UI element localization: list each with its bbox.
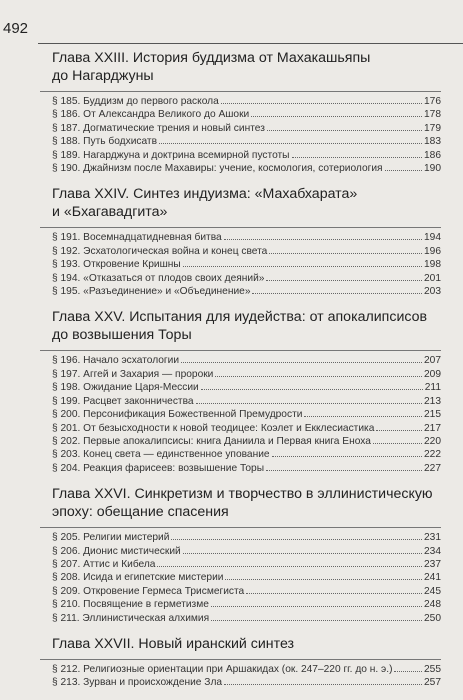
toc-entry[interactable] — [40, 435, 441, 448]
toc-entry-page: 250 — [424, 612, 441, 624]
toc-entry[interactable] — [40, 135, 441, 148]
toc-entry-title: § 190. Джайнизм после Махавиры: учение, космология, сотериология — [52, 163, 383, 175]
dot-leader — [385, 162, 422, 171]
toc-entry[interactable] — [40, 258, 441, 271]
toc-entry-page: 203 — [424, 286, 441, 298]
dot-leader — [159, 135, 422, 144]
toc-entry-title: § 200. Персонификация Божественной Премудрости — [52, 409, 303, 421]
dot-leader — [224, 676, 422, 685]
chapter-title — [40, 185, 441, 221]
toc-entry-page: 198 — [424, 259, 441, 271]
toc-entry[interactable] — [40, 422, 441, 435]
page-number: 492 — [3, 20, 29, 37]
dot-leader — [183, 545, 422, 554]
dot-leader — [201, 381, 423, 390]
toc-entry-page: 248 — [424, 599, 441, 611]
toc-entry[interactable] — [40, 108, 441, 121]
dot-leader — [269, 245, 422, 254]
toc-entry-page: 201 — [424, 272, 441, 284]
chapter-section — [40, 308, 441, 475]
toc-entry-title: § 204. Реакция фарисеев: возвышение Торы — [52, 462, 265, 474]
toc-entry[interactable] — [40, 381, 441, 394]
toc-entry-title: § 192. Эсхатологическая война и конец света — [52, 245, 268, 257]
dot-leader — [292, 149, 422, 158]
chapter-gap — [40, 475, 441, 485]
toc-entry[interactable] — [40, 285, 441, 298]
chapter-gap — [40, 298, 441, 308]
toc-entry-title: § 205. Религии мистерий — [52, 532, 170, 544]
dot-leader — [171, 531, 422, 540]
toc-entry-title: § 209. Откровение Гермеса Трисмегиста — [52, 585, 245, 597]
toc-entry-page: 255 — [424, 663, 441, 675]
toc-entry[interactable] — [40, 531, 441, 544]
toc-entry[interactable] — [40, 571, 441, 584]
toc-entry-page: 178 — [424, 109, 441, 121]
toc-entry-page: 231 — [424, 532, 441, 544]
toc-entry[interactable] — [40, 245, 441, 258]
toc-entry-title: § 195. «Разъединение» и «Объединение» — [52, 286, 251, 298]
toc-entry-page: 237 — [424, 558, 441, 570]
chapter-title — [40, 635, 441, 653]
dot-leader — [251, 108, 422, 117]
dot-leader — [252, 285, 422, 294]
toc-entry-title: § 206. Дионис мистический — [52, 545, 181, 557]
toc-entry[interactable] — [40, 408, 441, 421]
toc-entry-page: 215 — [424, 409, 441, 421]
chapter-title-line: Глава XXIV. Синтез индуизма: «Махабхарата» — [52, 186, 358, 203]
dot-leader — [196, 395, 422, 404]
dot-leader — [272, 448, 422, 457]
chapter-section — [40, 185, 441, 298]
toc-entry[interactable] — [40, 448, 441, 461]
chapter-title-line: эпоху: обещание спасения — [52, 504, 229, 521]
toc-entry-title: § 188. Путь бодхисатв — [52, 136, 157, 148]
chapter-title — [40, 308, 441, 344]
chapter-title-line: Глава XXVII. Новый иранский синтез — [52, 635, 295, 652]
chapter-section — [40, 635, 441, 690]
chapter-section — [40, 49, 441, 175]
chapter-rule — [40, 227, 441, 228]
toc-entry-title: § 208. Исида и египетские мистерии — [52, 572, 224, 584]
toc-entry-page: 217 — [424, 422, 441, 434]
toc-entry[interactable] — [40, 598, 441, 611]
toc-entry[interactable] — [40, 663, 441, 676]
toc-entry[interactable] — [40, 368, 441, 381]
dot-leader — [373, 435, 422, 444]
toc-entry[interactable] — [40, 272, 441, 285]
toc-entry-page: 179 — [424, 122, 441, 134]
chapter-title-line: Глава XXVI. Синкретизм и творчество в эллинистическую — [52, 486, 433, 503]
header-rule — [38, 43, 463, 44]
toc-entry-title: § 201. От безысходности к новой теодицее: Коэлет и Екклесиастика — [52, 422, 375, 434]
toc-entry-page: 194 — [424, 232, 441, 244]
chapter-title-line: и «Бхагавадгита» — [52, 204, 168, 221]
dot-leader — [211, 598, 422, 607]
chapter-gap — [40, 175, 441, 185]
chapter-title-line: Глава XXV. Испытания для иудейства: от апокалипсисов — [52, 309, 428, 326]
toc-entry-title: § 203. Конец света — единственное упование — [52, 449, 270, 461]
toc-entry-page: 196 — [424, 245, 441, 257]
dot-leader — [224, 231, 422, 240]
chapter-title-line: до Нагарджуны — [52, 68, 154, 84]
toc-entry[interactable] — [40, 462, 441, 475]
toc-entry-title: § 189. Нагарджуна и доктрина всемирной пустоты — [52, 149, 290, 161]
toc-entry[interactable] — [40, 354, 441, 367]
chapter-title — [40, 485, 441, 521]
dot-leader — [157, 558, 422, 567]
toc-entry-page: 186 — [424, 149, 441, 161]
chapter-gap — [40, 625, 441, 635]
toc-entry-title: § 187. Догматические трения и новый синтез — [52, 122, 265, 134]
chapter-section — [40, 485, 441, 625]
dot-leader — [266, 462, 422, 471]
dot-leader — [221, 95, 422, 104]
toc-entry[interactable] — [40, 149, 441, 162]
dot-leader — [215, 368, 422, 377]
dot-leader — [183, 258, 422, 267]
toc-entry-title: § 202. Первые апокалипсисы: книга Даниила и Первая книга Еноха — [52, 435, 371, 447]
toc-entry-page: 220 — [424, 435, 441, 447]
dot-leader — [246, 585, 422, 594]
toc-entry-title: § 198. Ожидание Царя-Мессии — [52, 382, 199, 394]
toc-entry[interactable] — [40, 95, 441, 108]
toc-entry-title: § 185. Буддизм до первого раскола — [52, 96, 219, 107]
toc-entry-page: 227 — [424, 462, 441, 474]
toc-entry[interactable] — [40, 231, 441, 244]
chapter-title-line: до возвышения Торы — [52, 327, 192, 344]
dot-leader — [211, 612, 422, 621]
toc-entry-title: § 212. Религиозные ориентации при Аршакидах (ок. 247–220 гг. до н. э.) — [52, 663, 393, 675]
chapter-title-line: Глава XXIII. История буддизма от Махакашьяпы — [52, 50, 371, 66]
toc-entry-title: § 210. Посвящение в герметизме — [52, 599, 209, 611]
toc-entry-title: § 213. Зурван и происхождение Зла — [52, 677, 223, 689]
toc-entry-page: 211 — [424, 382, 441, 394]
toc-entry[interactable] — [40, 162, 441, 175]
dot-leader — [225, 571, 422, 580]
toc-entry[interactable] — [40, 676, 441, 689]
toc-entry-page: 213 — [424, 395, 441, 407]
toc-entry-title: § 186. От Александра Великого до Ашоки — [52, 109, 250, 121]
toc-entry-page: 257 — [424, 677, 441, 689]
toc-entry-page: 245 — [424, 585, 441, 597]
toc-entry-page: 190 — [424, 163, 441, 175]
toc-entry[interactable] — [40, 122, 441, 135]
toc-entry[interactable] — [40, 612, 441, 625]
chapter-rule — [40, 350, 441, 351]
toc-entry[interactable] — [40, 395, 441, 408]
dot-leader — [181, 354, 422, 363]
toc-entry-title: § 207. Аттис и Кибела — [52, 558, 156, 570]
toc-entry-page: 222 — [424, 449, 441, 461]
toc-entry-title: § 194. «Отказаться от плодов своих деяний» — [52, 272, 265, 284]
toc-entry-title: § 196. Начало эсхатологии — [52, 355, 180, 367]
toc-entry[interactable] — [40, 558, 441, 571]
toc-entry-page: 207 — [424, 355, 441, 367]
toc-entry-page: 176 — [424, 96, 441, 107]
dot-leader — [304, 408, 422, 417]
toc-entry-page: 241 — [424, 572, 441, 584]
toc-entry-title: § 199. Расцвет законничества — [52, 395, 194, 407]
toc-entry-page: 234 — [424, 545, 441, 557]
toc-entry-page: 209 — [424, 368, 441, 380]
dot-leader — [376, 422, 422, 431]
dot-leader — [267, 122, 422, 131]
toc-entry-title: § 197. Аггей и Захария — пророки — [52, 368, 214, 380]
chapter-rule — [40, 527, 441, 528]
toc-entry-title: § 191. Восемнадцатидневная битва — [52, 232, 222, 244]
toc-entry[interactable] — [40, 545, 441, 558]
table-of-contents — [40, 49, 441, 690]
dot-leader — [266, 272, 422, 281]
toc-entry-page: 183 — [424, 136, 441, 148]
chapter-rule — [40, 91, 441, 92]
toc-entry-title: § 193. Откровение Кришны — [52, 259, 181, 271]
dot-leader — [394, 663, 422, 672]
chapter-rule — [40, 659, 441, 660]
toc-entry[interactable] — [40, 585, 441, 598]
toc-entry-title: § 211. Эллинистическая алхимия — [52, 612, 210, 624]
chapter-title — [40, 49, 441, 85]
